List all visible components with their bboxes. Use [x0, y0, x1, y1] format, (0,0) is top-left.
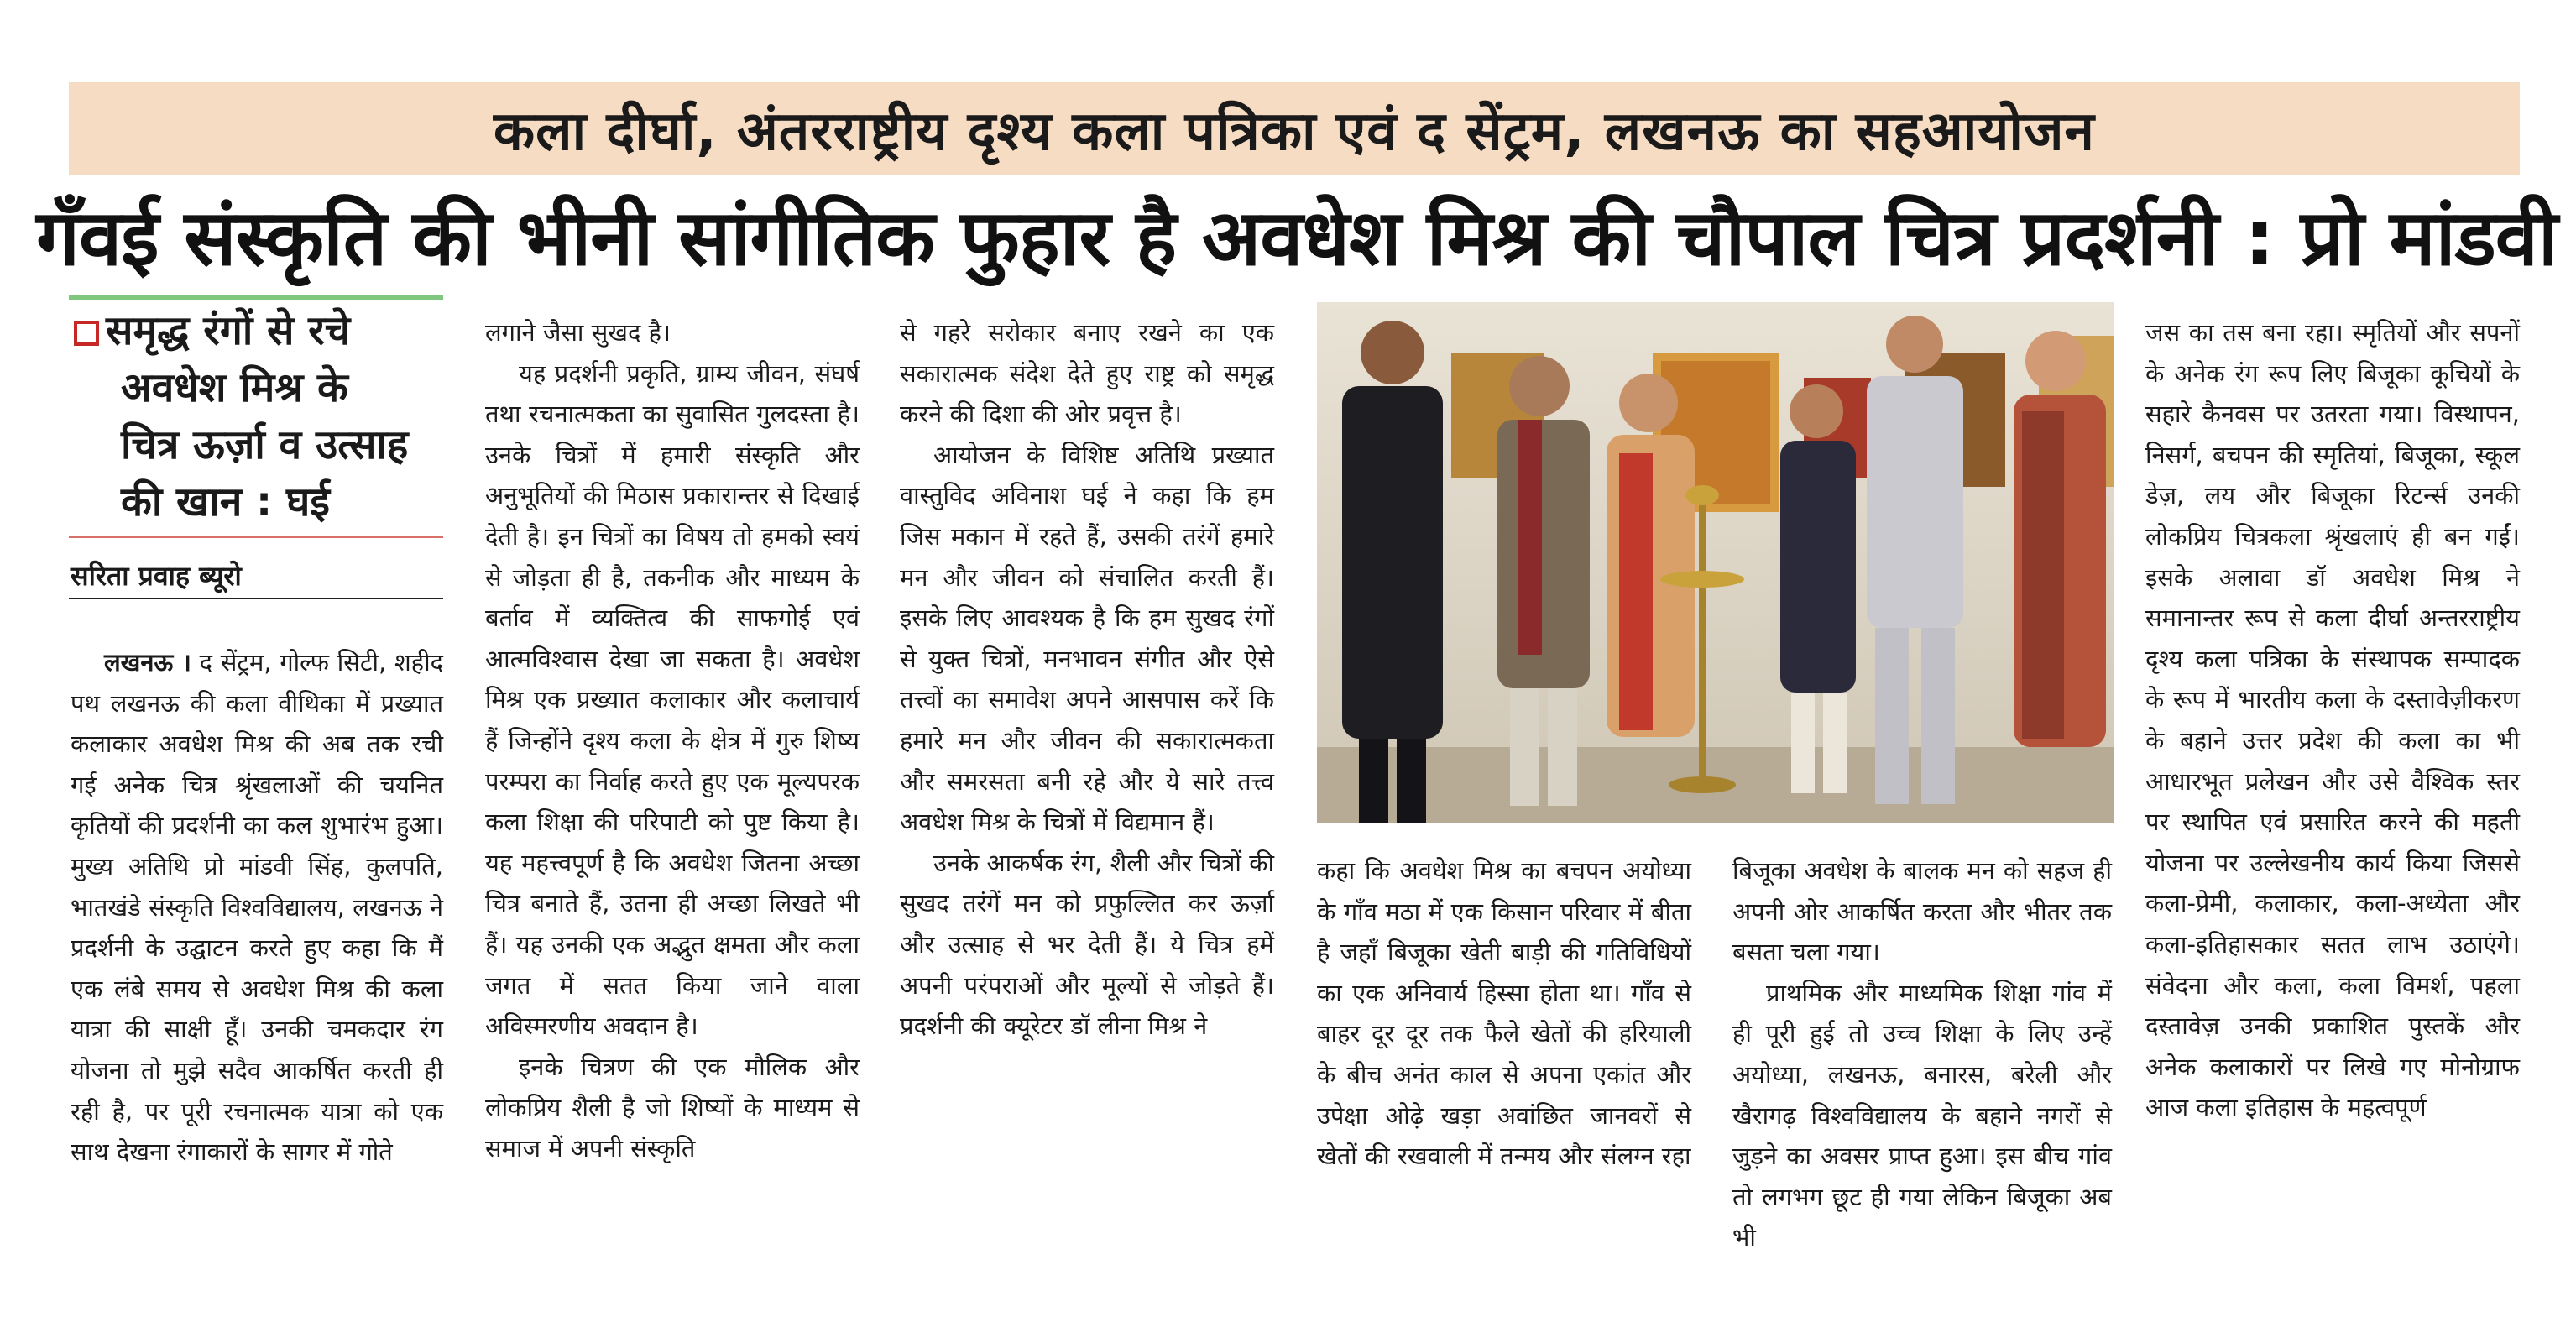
pull-quote-top-rule: [69, 295, 443, 300]
column-2-paragraph-1: लगाने जैसा सुखद है।: [485, 318, 671, 347]
column-1: [71, 642, 443, 1173]
event-photo: [1317, 302, 2114, 823]
byline: सरिता प्रवाह ब्यूरो: [71, 560, 242, 592]
pull-quote: [74, 302, 443, 530]
pull-quote-line-3: चित्र ऊर्ज़ा व उत्साह: [121, 421, 409, 468]
column-1-paragraph: लखनऊ । द सेंट्रम, गोल्फ सिटी, शहीद पथ लखनऊ की कला वीथिका में प्रख्यात कलाकार अवधेश मिश्र की अब तक रची गई अनेक चित्र श्रृंखलाओं की चयनित कृतियों की प्रदर्शनी का कल शुभारंभ हुआ। मुख्य अतिथि प्रो मांडवी सिंह, कुलपति, भातखंडे संस्कृति विश्वविद्यालय, लखनऊ ने प्रदर्शनी के उद्घाटन करते हुए कहा कि मैं एक लंबे समय से अवधेश मिश्र की कला यात्रा की साक्षी हूँ। उनकी चमकदार रंग योजना तो मुझे सदैव आकर्षित करती ही रही है, पर पूरी रचनात्मक यात्रा को एक साथ देखना रंगाकारों के सागर में गोते: [71, 648, 443, 1167]
pull-quote-line-4: की खान : घई: [121, 478, 330, 525]
headline-text: गँवई संस्कृति की भीनी सांगीतिक फुहार है अवधेश मिश्र की चौपाल चित्र प्रदर्शनी : प्रो मांडवी: [36, 193, 2558, 283]
column-2-paragraph-3: इनके चित्रण की एक मौलिक और लोकप्रिय शैली है जो शिष्यों के माध्यम से समाज में अपनी संस्कृति: [485, 1052, 860, 1163]
column-3-paragraph-2: आयोजन के विशिष्ट अतिथि प्रख्यात वास्तुविद अविनाश घई ने कहा कि हम जिस मकान में रहते हैं, उसकी तरंगें हमारे मन और जीवन को संचालित करती हैं। इसके लिए आवश्यक है कि हम सुखद रंगों से युक्त चित्रों, मनभावन संगीत और ऐसे तत्त्वों का समावेश अपने आसपास करें कि हमारे मन और जीवन की सकारात्मकता और समरसता बनी रहे और ये सारे तत्त्व अवधेश मिश्र के चित्रों में विद्यमान हैं।: [900, 440, 1274, 837]
column-2: [485, 312, 860, 1168]
column-5-paragraph-2: प्राथमिक और माध्यमिक शिक्षा गांव में ही पूरी हुई तो उच्च शिक्षा के लिए उन्हें अयोध्या, लखनऊ, बनारस, बरेली और खैरागढ़ विश्वविद्यालय के बहाने नगरों से जुड़ने का अवसर प्राप्त हुआ। इस बीच गांव तो लगभग छूट ही गया लेकिन बिजूका अब भी: [1732, 978, 2112, 1252]
banner-text: कला दीर्घा, अंतरराष्ट्रीय दृश्य कला पत्रिका एवं द सेंट्रम, लखनऊ का सहआयोजन: [494, 100, 2095, 163]
headline: [36, 186, 2558, 283]
column-5: [1732, 850, 2112, 1258]
banner: [69, 82, 2520, 175]
column-3-paragraph-1: से गहरे सरोकार बनाए रखने का एक सकारात्मक संदेश देते हुए राष्ट्र को समृद्ध करने की दिशा की ओर प्रवृत्त है।: [900, 318, 1274, 429]
column-4-paragraph-1: कहा कि अवधेश मिश्र का बचपन अयोध्या के गाँव मठा में एक किसान परिवार में बीता है जहाँ बिजूका खेती बाड़ी की गतिविधियों का एक अनिवार्य हिस्सा होता था। गाँव से बाहर दूर दूर तक फैले खेतों की हरियाली के बीच अनंत काल से अपना एकांत और उपेक्षा ओढ़े खड़ा अवांछित जानवरों से खेतों की रखवाली में तन्मय और संलग्न रहा: [1317, 856, 1691, 1171]
column-3-paragraph-3: उनके आकर्षक रंग, शैली और चित्रों की सुखद तरंगें मन को प्रफुल्लित कर ऊर्ज़ा और उत्साह से भर देती हैं। ये चित्र हमें अपनी परंपराओं और मूल्यों से जोड़ते हैं। प्रदर्शनी की क्यूरेटर डॉ लीना मिश्र ने: [900, 848, 1274, 1041]
pull-quote-line-2: अवधेश मिश्र के: [121, 364, 348, 411]
column-4: [1317, 850, 1691, 1177]
dateline: लखनऊ ।: [104, 648, 191, 677]
lamp-lighting-photo: [1317, 302, 2114, 823]
column-6-paragraph-1: जस का तस बना रहा। स्मृतियों और सपनों के अनेक रंग रूप लिए बिजूका कूचियों के सहारे कैनवस पर उतरता गया। विस्थापन, निसर्ग, बचपन की स्मृतियां, बिजूका, स्कूल डेज़, लय और बिजूका रिटर्न्स उनकी लोकप्रिय चित्रकला श्रृंखलाएं ही बन गईं। इसके अलावा डॉ अवधेश मिश्र ने समानान्तर रूप से कला दीर्घा अन्तरराष्ट्रीय दृश्य कला पत्रिका के संस्थापक सम्पादक के रूप में भारतीय कला के दस्तावेज़ीकरण के बहाने उत्तर प्रदेश की कला का भी आधारभूत प्रलेखन और उसे वैश्विक स्तर पर स्थापित एवं प्रसारित करने की महती योजना पर उल्लेखनीय कार्य किया जिससे कला-प्रेमी, कलाकार, कला-अध्येता और कला-इतिहासकार सतत लाभ उठाएंगे। संवेदना और कला, कला विमर्श, पहला दस्तावेज़ उनकी प्रकाशित पुस्तकें और अनेक कलाकारों पर लिखे गए मोनोग्राफ आज कला इतिहास के महत्वपूर्ण: [2145, 318, 2520, 1122]
pull-quote-line-1: समृद्ध रंगों से रचे: [74, 302, 443, 359]
checkbox-icon: [74, 321, 99, 346]
column-3: [900, 312, 1274, 1047]
byline-rule: [69, 598, 443, 599]
pull-quote-bottom-rule: [69, 536, 443, 538]
column-6: [2145, 312, 2520, 1128]
column-2-paragraph-2: यह प्रदर्शनी प्रकृति, ग्राम्य जीवन, संघर्ष तथा रचनात्मकता का सुवासित गुलदस्ता है। उनके चित्रों में हमारी संस्कृति और अनुभूतियों की मिठास प्रकारान्तर से दिखाई देती है। इन चित्रों का विषय तो हमको स्वयं से जोड़ता ही है, तकनीक और माध्यम के बर्ताव में व्यक्तित्व की साफगोई एवं आत्मविश्वास देखा जा सकता है। अवधेश मिश्र एक प्रख्यात कलाकार और कलाचार्य हैं जिन्होंने दृश्य कला के क्षेत्र में गुरु शिष्य परम्परा का निर्वाह करते हुए एक मूल्यपरक कला शिक्षा की परिपाटी को पुष्ट किया है। यह महत्त्वपूर्ण है कि अवधेश जितना अच्छा चित्र बनाते हैं, उतना ही अच्छा लिखते भी हैं। यह उनकी एक अद्भुत क्षमता और कला जगत में सतत किया जाने वाला अविस्मरणीय अवदान है।: [485, 358, 860, 1041]
column-5-paragraph-1: बिजूका अवधेश के बालक मन को सहज ही अपनी ओर आकर्षित करता और भीतर तक बसता चला गया।: [1732, 856, 2112, 967]
